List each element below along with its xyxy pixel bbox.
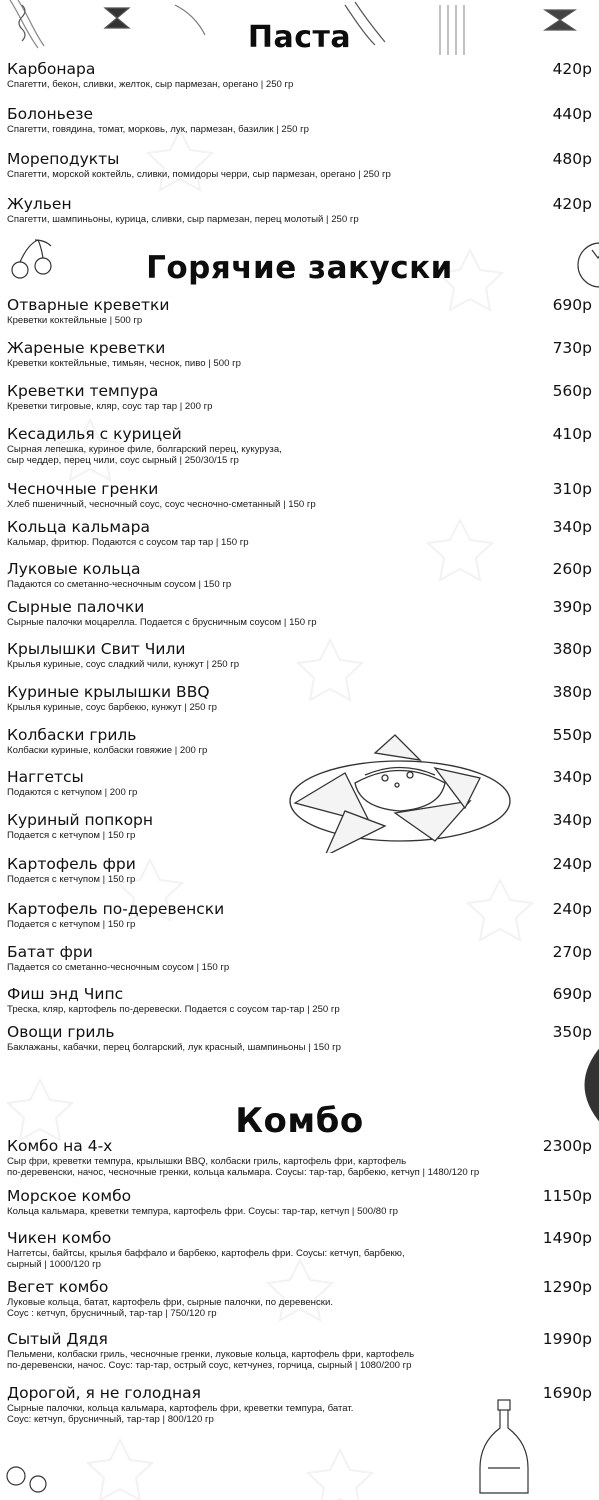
item-name: Мореподукты bbox=[7, 150, 120, 168]
item-description: Подается с кетчупом | 150 гр bbox=[7, 919, 136, 930]
item-name: Крылышки Свит Чили bbox=[7, 640, 186, 658]
item-description: сыр чеддер, перец чили, соус сырный | 250/30/15 гр bbox=[7, 455, 239, 466]
item-name: Вегет комбо bbox=[7, 1278, 109, 1296]
item-price: 440р bbox=[552, 105, 592, 123]
item-description: Луковые кольца, батат, картофель фри, сырные палочки, по деревенски. bbox=[7, 1297, 333, 1308]
menu-item bbox=[7, 726, 592, 756]
item-name: Болоньезе bbox=[7, 105, 94, 123]
item-description: сырный | 1000/120 гр bbox=[7, 1259, 101, 1270]
item-price: 390р bbox=[552, 598, 592, 616]
item-name: Кесадилья с курицей bbox=[7, 425, 182, 443]
item-description: Пельмени, колбаски гриль, чесночные гренки, луковые кольца, картофель фри, картофель bbox=[7, 1349, 415, 1360]
item-name: Кольца кальмара bbox=[7, 518, 150, 536]
menu-item bbox=[7, 1384, 592, 1425]
item-description: Соус : кетчуп, брусничный, тар-тар | 750/120 гр bbox=[7, 1308, 217, 1319]
section-title: Горячие закуски bbox=[146, 250, 453, 286]
item-description: Креветки тигровые, кляр, соус тар тар | 200 гр bbox=[7, 401, 213, 412]
item-name: Сырные палочки bbox=[7, 598, 145, 616]
item-price: 480р bbox=[552, 150, 592, 168]
item-name: Колбаски гриль bbox=[7, 726, 137, 744]
menu-item bbox=[7, 768, 592, 798]
item-description: Кольца кальмара, креветки темпура, картофель фри. Соусы: тар-тар, кетчуп | 500/80 гр bbox=[7, 1206, 398, 1217]
item-description: Подается с кетчупом | 150 гр bbox=[7, 830, 136, 841]
section-title: Паста bbox=[247, 20, 352, 55]
section-title: Комбо bbox=[235, 1101, 364, 1141]
item-description: Подаются с кетчупом | 200 гр bbox=[7, 787, 138, 798]
menu-item bbox=[7, 518, 592, 548]
item-price: 350р bbox=[552, 1023, 592, 1041]
item-name: Карбонара bbox=[7, 60, 96, 78]
item-name: Жареные креветки bbox=[7, 339, 166, 357]
item-description: Треска, кляр, картофель по-деревески. Подается с соусом тар-тар | 250 гр bbox=[7, 1004, 340, 1015]
item-name: Чикен комбо bbox=[7, 1229, 112, 1247]
menu-item bbox=[7, 1137, 592, 1178]
item-name: Картофель фри bbox=[7, 855, 136, 873]
menu-item bbox=[7, 943, 592, 973]
item-name: Дорогой, я не голодная bbox=[7, 1384, 202, 1402]
item-name: Луковые кольца bbox=[7, 560, 141, 578]
item-description: Креветки коктейльные, тимьян, чеснок, пиво | 500 гр bbox=[7, 358, 241, 369]
item-name: Чесночные гренки bbox=[7, 480, 159, 498]
item-price: 340р bbox=[552, 518, 592, 536]
menu-item bbox=[7, 1278, 592, 1319]
menu-item bbox=[7, 425, 592, 466]
item-price: 380р bbox=[552, 683, 592, 701]
item-description: Сырная лепешка, куриное филе, болгарский перец, кукуруза, bbox=[7, 444, 282, 455]
item-description: Падаются со сметанно-чесночным соусом | 150 гр bbox=[7, 579, 232, 590]
menu-item bbox=[7, 150, 592, 180]
item-price: 270р bbox=[552, 943, 592, 961]
item-price: 1290р bbox=[542, 1278, 592, 1296]
item-description: Кальмар, фритюр. Подаются с соусом тар тар | 150 гр bbox=[7, 537, 249, 548]
menu-item bbox=[7, 1229, 592, 1270]
menu-item bbox=[7, 855, 592, 885]
menu-item bbox=[7, 985, 592, 1015]
item-price: 260р bbox=[552, 560, 592, 578]
item-price: 1150р bbox=[542, 1187, 592, 1205]
item-price: 310р bbox=[552, 480, 592, 498]
item-description: Колбаски куриные, колбаски говяжие | 200 гр bbox=[7, 745, 208, 756]
item-price: 690р bbox=[552, 985, 592, 1003]
item-description: Соус: кетчуп, брусничный, тар-тар | 800/120 гр bbox=[7, 1414, 214, 1425]
herb-sketch-bottom bbox=[2, 1460, 62, 1500]
item-price: 420р bbox=[552, 60, 592, 78]
item-name: Батат фри bbox=[7, 943, 93, 961]
item-description: Хлеб пшеничный, чесночный соус, соус чесночно-сметанный | 150 гр bbox=[7, 499, 316, 510]
menu-item bbox=[7, 1023, 592, 1053]
item-name: Картофель по-деревенски bbox=[7, 900, 225, 918]
item-description: по-деревенски, начос. Соус: тар-тар, острый соус, кетчунез, горчица, сырный | 1080/200 гр bbox=[7, 1360, 412, 1371]
item-name: Морское комбо bbox=[7, 1187, 132, 1205]
item-name: Сытый Дядя bbox=[7, 1330, 108, 1348]
item-name: Креветки темпура bbox=[7, 382, 159, 400]
item-description: Падается со сметанно-чесночным соусом | 150 гр bbox=[7, 962, 230, 973]
item-price: 380р bbox=[552, 640, 592, 658]
item-name: Наггетсы bbox=[7, 768, 84, 786]
item-name: Отварные креветки bbox=[7, 296, 170, 314]
menu-item bbox=[7, 1187, 592, 1217]
menu-item bbox=[7, 598, 592, 628]
item-price: 2300р bbox=[542, 1137, 592, 1155]
menu-item bbox=[7, 1330, 592, 1371]
item-description: Спагетти, бекон, сливки, желток, сыр пармезан, орегано | 250 гр bbox=[7, 79, 294, 90]
menu-item bbox=[7, 811, 592, 841]
item-name: Куриный попкорн bbox=[7, 811, 154, 829]
item-description: по-деревенски, начос, чесночные гренки, кольца кальмара. Соусы: тар-тар, барбекю, кетчуп | 1480/120 гр bbox=[7, 1167, 480, 1178]
menu-item bbox=[7, 382, 592, 412]
menu-item bbox=[7, 105, 592, 135]
menu-item bbox=[7, 339, 592, 369]
item-price: 340р bbox=[552, 811, 592, 829]
menu-item bbox=[7, 683, 592, 713]
menu-item bbox=[7, 640, 592, 670]
item-description: Спагетти, морской коктейль, сливки, помидоры черри, сыр пармезан, орегано | 250 гр bbox=[7, 169, 391, 180]
item-description: Баклажаны, кабачки, перец болгарский, лук красный, шампиньоны | 150 гр bbox=[7, 1042, 341, 1053]
item-price: 730р bbox=[552, 339, 592, 357]
item-name: Овощи гриль bbox=[7, 1023, 115, 1041]
menu-item bbox=[7, 60, 592, 90]
item-description: Сырные палочки моцарелла. Подается с брусничным соусом | 150 гр bbox=[7, 617, 317, 628]
item-description: Креветки коктейльные | 500 гр bbox=[7, 315, 143, 326]
item-description: Крылья куриные, соус барбекю, кунжут | 250 гр bbox=[7, 702, 217, 713]
item-price: 240р bbox=[552, 855, 592, 873]
item-price: 1990р bbox=[542, 1330, 592, 1348]
item-price: 240р bbox=[552, 900, 592, 918]
item-description: Спагетти, говядина, томат, морковь, лук, пармезан, базилик | 250 гр bbox=[7, 124, 309, 135]
item-description: Крылья куриные, соус сладкий чили, кунжут | 250 гр bbox=[7, 659, 240, 670]
item-name: Жульен bbox=[7, 195, 72, 213]
item-price: 560р bbox=[552, 382, 592, 400]
menu-item bbox=[7, 195, 592, 225]
item-price: 340р bbox=[552, 768, 592, 786]
item-description: Подается с кетчупом | 150 гр bbox=[7, 874, 136, 885]
item-name: Куриные крылышки BBQ bbox=[7, 683, 210, 701]
item-name: Комбо на 4-х bbox=[7, 1137, 113, 1155]
menu-item bbox=[7, 480, 592, 510]
item-price: 410р bbox=[552, 425, 592, 443]
item-name: Фиш энд Чипс bbox=[7, 985, 124, 1003]
menu-item bbox=[7, 900, 592, 930]
item-description: Сыр фри, креветки темпура, крылышки BBQ, колбаски гриль, картофель фри, картофель bbox=[7, 1156, 407, 1167]
item-price: 1490р bbox=[542, 1229, 592, 1247]
item-price: 690р bbox=[552, 296, 592, 314]
item-description: Спагетти, шампиньоны, курица, сливки, сыр пармезан, перец молотый | 250 гр bbox=[7, 214, 359, 225]
menu-item bbox=[7, 296, 592, 326]
item-description: Наггетсы, байтсы, крылья баффало и барбекю, картофель фри. Соусы: кетчуп, барбекю, bbox=[7, 1248, 405, 1259]
item-description: Сырные палочки, кольца кальмара, картофель фри, креветки темпура, батат. bbox=[7, 1403, 354, 1414]
item-price: 420р bbox=[552, 195, 592, 213]
menu-item bbox=[7, 560, 592, 590]
item-price: 550р bbox=[552, 726, 592, 744]
item-price: 1690р bbox=[542, 1384, 592, 1402]
